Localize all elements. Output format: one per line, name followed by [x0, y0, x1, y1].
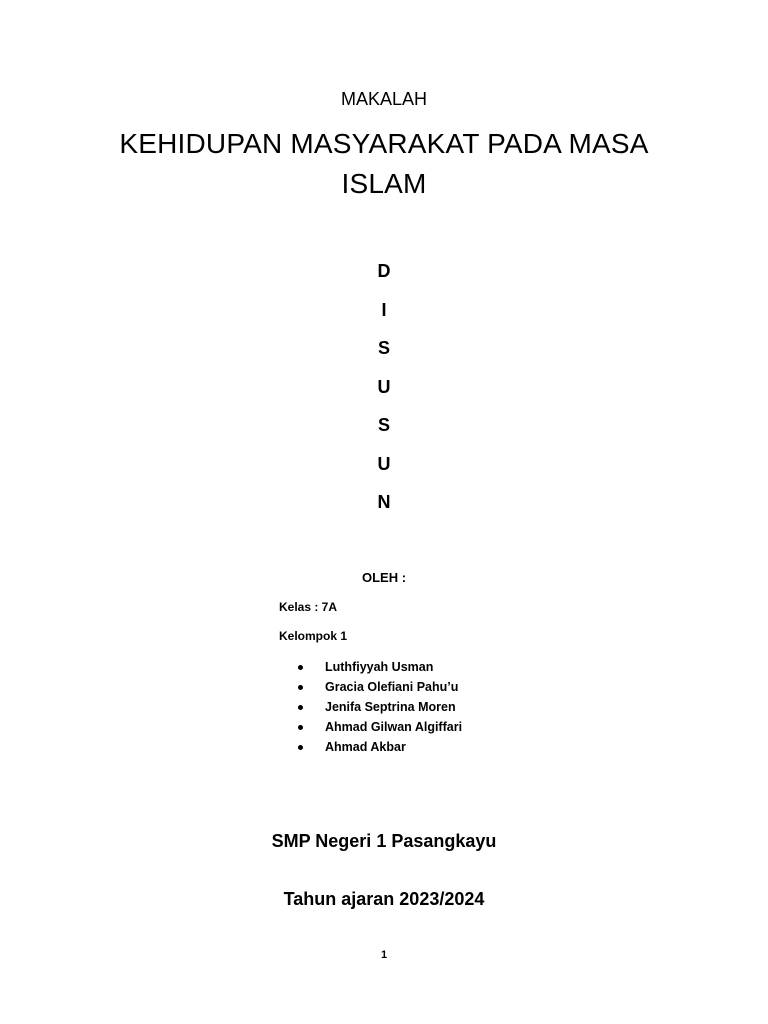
bullet-icon	[298, 685, 303, 690]
title-line-1: KEHIDUPAN MASYARAKAT PADA MASA	[119, 128, 649, 159]
bullet-icon	[298, 665, 303, 670]
list-item	[298, 737, 462, 757]
member-name: Ahmad Gilwan Algiffari	[325, 720, 463, 734]
bullet-icon	[298, 705, 303, 710]
member-name: Jenifa Septrina Moren	[325, 700, 456, 714]
school-name: SMP Negeri 1 Pasangkayu	[271, 831, 497, 851]
list-item	[298, 657, 462, 677]
member-name: Ahmad Akbar	[325, 740, 406, 754]
by-label: OLEH :	[361, 570, 407, 585]
vertical-letter: U	[377, 453, 391, 474]
document-label: MAKALAH	[340, 89, 428, 109]
member-list	[298, 657, 462, 757]
member-name: Gracia Olefiani Pahu’u	[325, 680, 459, 694]
list-item	[298, 677, 462, 697]
academic-year: Tahun ajaran 2023/2024	[283, 889, 485, 909]
group-info: Kelompok 1	[279, 629, 348, 643]
list-item	[298, 717, 462, 737]
disusun-vertical-text	[0, 259, 768, 529]
bullet-icon	[298, 745, 303, 750]
vertical-letter: U	[377, 376, 391, 397]
class-info: Kelas : 7A	[279, 600, 338, 614]
vertical-letter: S	[377, 415, 390, 435]
title-line-2: ISLAM	[341, 168, 427, 199]
list-item	[298, 697, 462, 717]
bullet-icon	[298, 725, 303, 730]
page-number: 1	[380, 949, 388, 961]
vertical-letter: I	[381, 299, 387, 320]
member-name: Luthfiyyah Usman	[325, 660, 434, 674]
vertical-letter: N	[377, 492, 391, 512]
vertical-letter: D	[377, 261, 391, 281]
vertical-letter: S	[377, 338, 390, 358]
document-title	[0, 124, 768, 204]
